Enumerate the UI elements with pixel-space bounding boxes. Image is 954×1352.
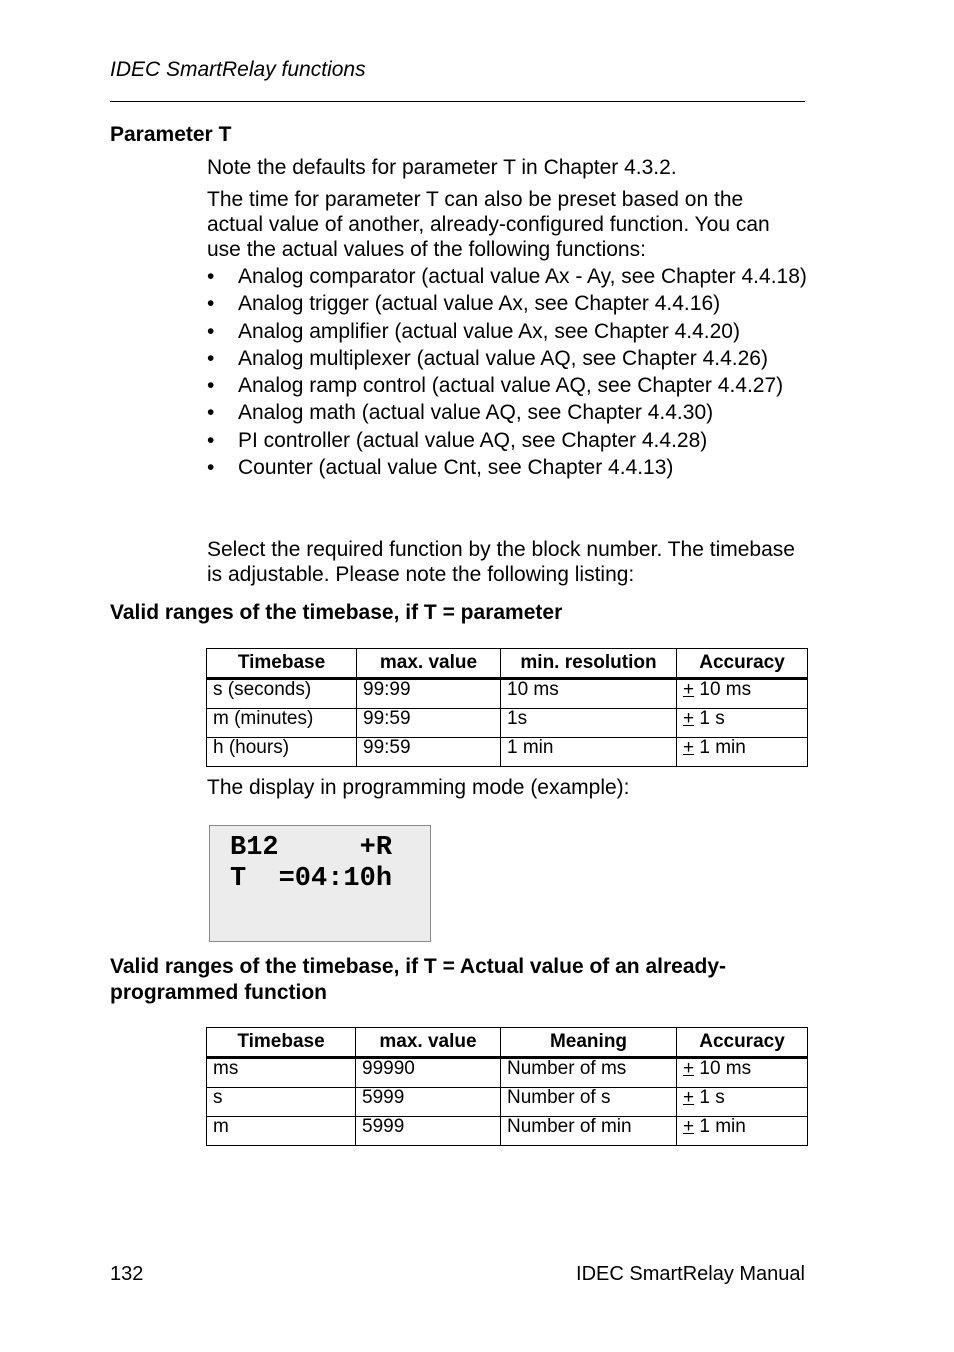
list-item-text: Counter (actual value Cnt, see Chapter 4.4.13) [238, 456, 674, 480]
table2-heading: Valid ranges of the timebase, if T = Actual value of an already-programmed function [110, 955, 726, 1004]
cell-timebase: m (minutes) [207, 709, 357, 738]
running-header: IDEC SmartRelay functions [110, 58, 366, 81]
accuracy-value: 1 s [694, 708, 725, 729]
plus-minus-sign: + [683, 1087, 695, 1108]
column-header-meaning: Meaning [501, 1028, 677, 1058]
timebase-table-actual-value [206, 1027, 808, 1146]
table-row [207, 709, 808, 738]
cell-accuracy [677, 679, 808, 709]
cell-max-value: 99:99 [357, 679, 501, 709]
cell-max-value: 99:59 [357, 709, 501, 738]
column-header-timebase: Timebase [207, 649, 357, 679]
paragraph-time-preset: The time for parameter T can also be preset based on the actual value of another, already-configured function. You can use the actual values of the following functions: [207, 188, 770, 261]
cell-meaning: Number of ms [501, 1058, 677, 1088]
list-item [207, 373, 807, 398]
cell-timebase: s [207, 1088, 356, 1117]
cell-max-value: 99:59 [357, 738, 501, 767]
table-row [207, 738, 808, 767]
list-item [207, 455, 807, 480]
list-item-text: Analog math (actual value AQ, see Chapter 4.4.30) [238, 401, 714, 425]
list-item-text: Analog amplifier (actual value Ax, see Chapter 4.4.20) [238, 319, 740, 343]
list-item [207, 428, 807, 453]
cell-accuracy [677, 709, 808, 738]
cell-accuracy [677, 1088, 808, 1117]
bullet-icon: • [207, 401, 215, 425]
table-header-row [207, 649, 808, 679]
cell-max-value: 99990 [356, 1058, 501, 1088]
cell-timebase: s (seconds) [207, 679, 357, 709]
cell-meaning: Number of s [501, 1088, 677, 1117]
bullet-icon: • [207, 428, 215, 452]
table1-heading: Valid ranges of the timebase, if T = parameter [110, 601, 563, 624]
list-item-text: Analog ramp control (actual value AQ, see Chapter 4.4.27) [238, 374, 784, 398]
cell-max-value: 5999 [356, 1117, 501, 1146]
plus-minus-sign: + [683, 679, 695, 700]
column-header-timebase: Timebase [207, 1028, 356, 1058]
column-header-accuracy: Accuracy [677, 1028, 808, 1058]
accuracy-value: 10 ms [694, 679, 752, 700]
cell-accuracy [677, 1058, 808, 1088]
cell-min-resolution: 1 min [501, 738, 677, 767]
list-item-text: Analog comparator (actual value Ax - Ay, see Chapter 4.4.18) [238, 265, 807, 288]
lcd-line-1: B12 +R [230, 833, 393, 863]
cell-max-value: 5999 [356, 1088, 501, 1117]
cell-min-resolution: 10 ms [501, 679, 677, 709]
accuracy-value: 10 ms [694, 1058, 752, 1079]
lcd-display [209, 825, 431, 942]
page-number: 132 [110, 1263, 144, 1285]
list-item-text: Analog multiplexer (actual value AQ, see Chapter 4.4.26) [238, 346, 768, 370]
bullet-icon: • [207, 374, 215, 398]
timebase-table-parameter [206, 648, 808, 767]
list-item [207, 346, 807, 371]
table-row [207, 1117, 808, 1146]
bullet-icon: • [207, 319, 215, 343]
section-heading-parameter-t: Parameter T [110, 123, 232, 146]
bullet-icon: • [207, 292, 215, 316]
cell-timebase: ms [207, 1058, 356, 1088]
list-item [207, 291, 807, 316]
accuracy-value: 1 min [694, 737, 746, 758]
list-item [207, 400, 807, 425]
bullet-icon: • [207, 346, 215, 370]
bullet-icon: • [207, 456, 215, 480]
table-row [207, 1088, 808, 1117]
cell-accuracy [677, 1117, 808, 1146]
table-row [207, 1058, 808, 1088]
column-header-accuracy: Accuracy [677, 649, 808, 679]
list-item-text: Analog trigger (actual value Ax, see Chapter 4.4.16) [238, 292, 721, 316]
header-divider [110, 101, 805, 102]
plus-minus-sign: + [683, 708, 695, 729]
column-header-max-value: max. value [357, 649, 501, 679]
footer-manual-title: IDEC SmartRelay Manual [576, 1263, 805, 1285]
cell-timebase: h (hours) [207, 738, 357, 767]
paragraph-select-function: Select the required function by the block number. The timebase is adjustable. Please note the following listing: [207, 538, 795, 586]
cell-accuracy [677, 738, 808, 767]
list-item [207, 319, 807, 344]
accuracy-value: 1 min [694, 1116, 746, 1137]
bullet-icon: • [207, 265, 215, 288]
paragraph-defaults: Note the defaults for parameter T in Chapter 4.3.2. [207, 156, 677, 179]
list-item-text: PI controller (actual value AQ, see Chapter 4.4.28) [238, 428, 708, 452]
plus-minus-sign: + [683, 1058, 695, 1079]
cell-min-resolution: 1s [501, 709, 677, 738]
lcd-line-2: T =04:10h [230, 864, 393, 894]
column-header-min-resolution: min. resolution [501, 649, 677, 679]
accuracy-value: 1 s [694, 1087, 725, 1108]
list-item [207, 264, 807, 289]
table-header-row [207, 1028, 808, 1058]
function-list [207, 264, 807, 482]
cell-timebase: m [207, 1117, 356, 1146]
table-row [207, 679, 808, 709]
plus-minus-sign: + [683, 1116, 695, 1137]
display-caption: The display in programming mode (example): [207, 776, 630, 799]
column-header-max-value: max. value [356, 1028, 501, 1058]
plus-minus-sign: + [683, 737, 695, 758]
cell-meaning: Number of min [501, 1117, 677, 1146]
